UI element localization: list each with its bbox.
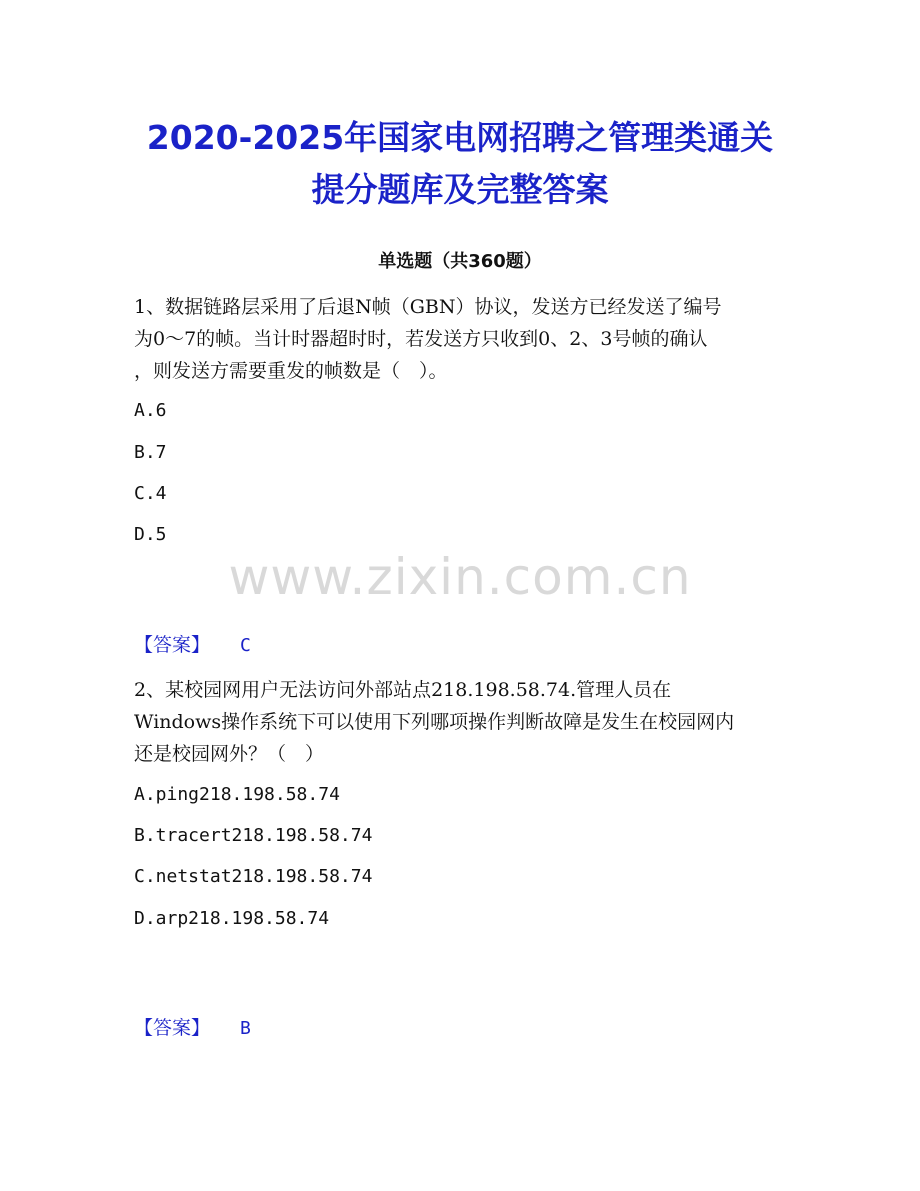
question-line: 还是校园网外？（ ） <box>134 743 325 765</box>
question-1-option-d: D.5 <box>134 524 167 545</box>
question-2-option-d: D.arp218.198.58.74 <box>134 908 330 929</box>
question-line: 为0～7的帧。当计时器超时时，若发送方只收到0、2、3号帧的确认 <box>134 328 708 350</box>
question-line: 1、数据链路层采用了后退N帧（GBN）协议，发送方已经发送了编号 <box>134 296 722 318</box>
answer-value: B <box>240 1018 251 1039</box>
title-line-2: 提分题库及完整答案 <box>311 170 609 209</box>
question-1-text <box>134 291 794 387</box>
question-1-answer <box>134 630 251 661</box>
section-heading: 单选题（共360题） <box>378 251 542 272</box>
question-2-text <box>134 674 794 770</box>
question-2-option-c: C.netstat218.198.58.74 <box>134 866 373 887</box>
question-1-option-a: A.6 <box>134 400 167 421</box>
question-1-option-c: C.4 <box>134 483 167 504</box>
question-line: ，则发送方需要重发的帧数是（ ）。 <box>134 360 448 382</box>
title-line-1: 2020-2025年国家电网招聘之管理类通关 <box>146 118 774 157</box>
question-2-option-a: A.ping218.198.58.74 <box>134 784 340 805</box>
question-line: 2、某校园网用户无法访问外部站点218.198.58.74.管理人员在 <box>134 679 672 701</box>
question-2-answer <box>134 1013 251 1044</box>
question-2-option-b: B.tracert218.198.58.74 <box>134 825 373 846</box>
answer-label: 【答案】 <box>134 1017 211 1039</box>
answer-label: 【答案】 <box>134 634 211 656</box>
question-1-option-b: B.7 <box>134 442 167 463</box>
document-title <box>60 112 860 216</box>
question-line: Windows操作系统下可以使用下列哪项操作判断故障是发生在校园网内 <box>134 711 735 733</box>
answer-value: C <box>240 635 251 656</box>
watermark: www.zixin.com.cn <box>228 548 692 606</box>
